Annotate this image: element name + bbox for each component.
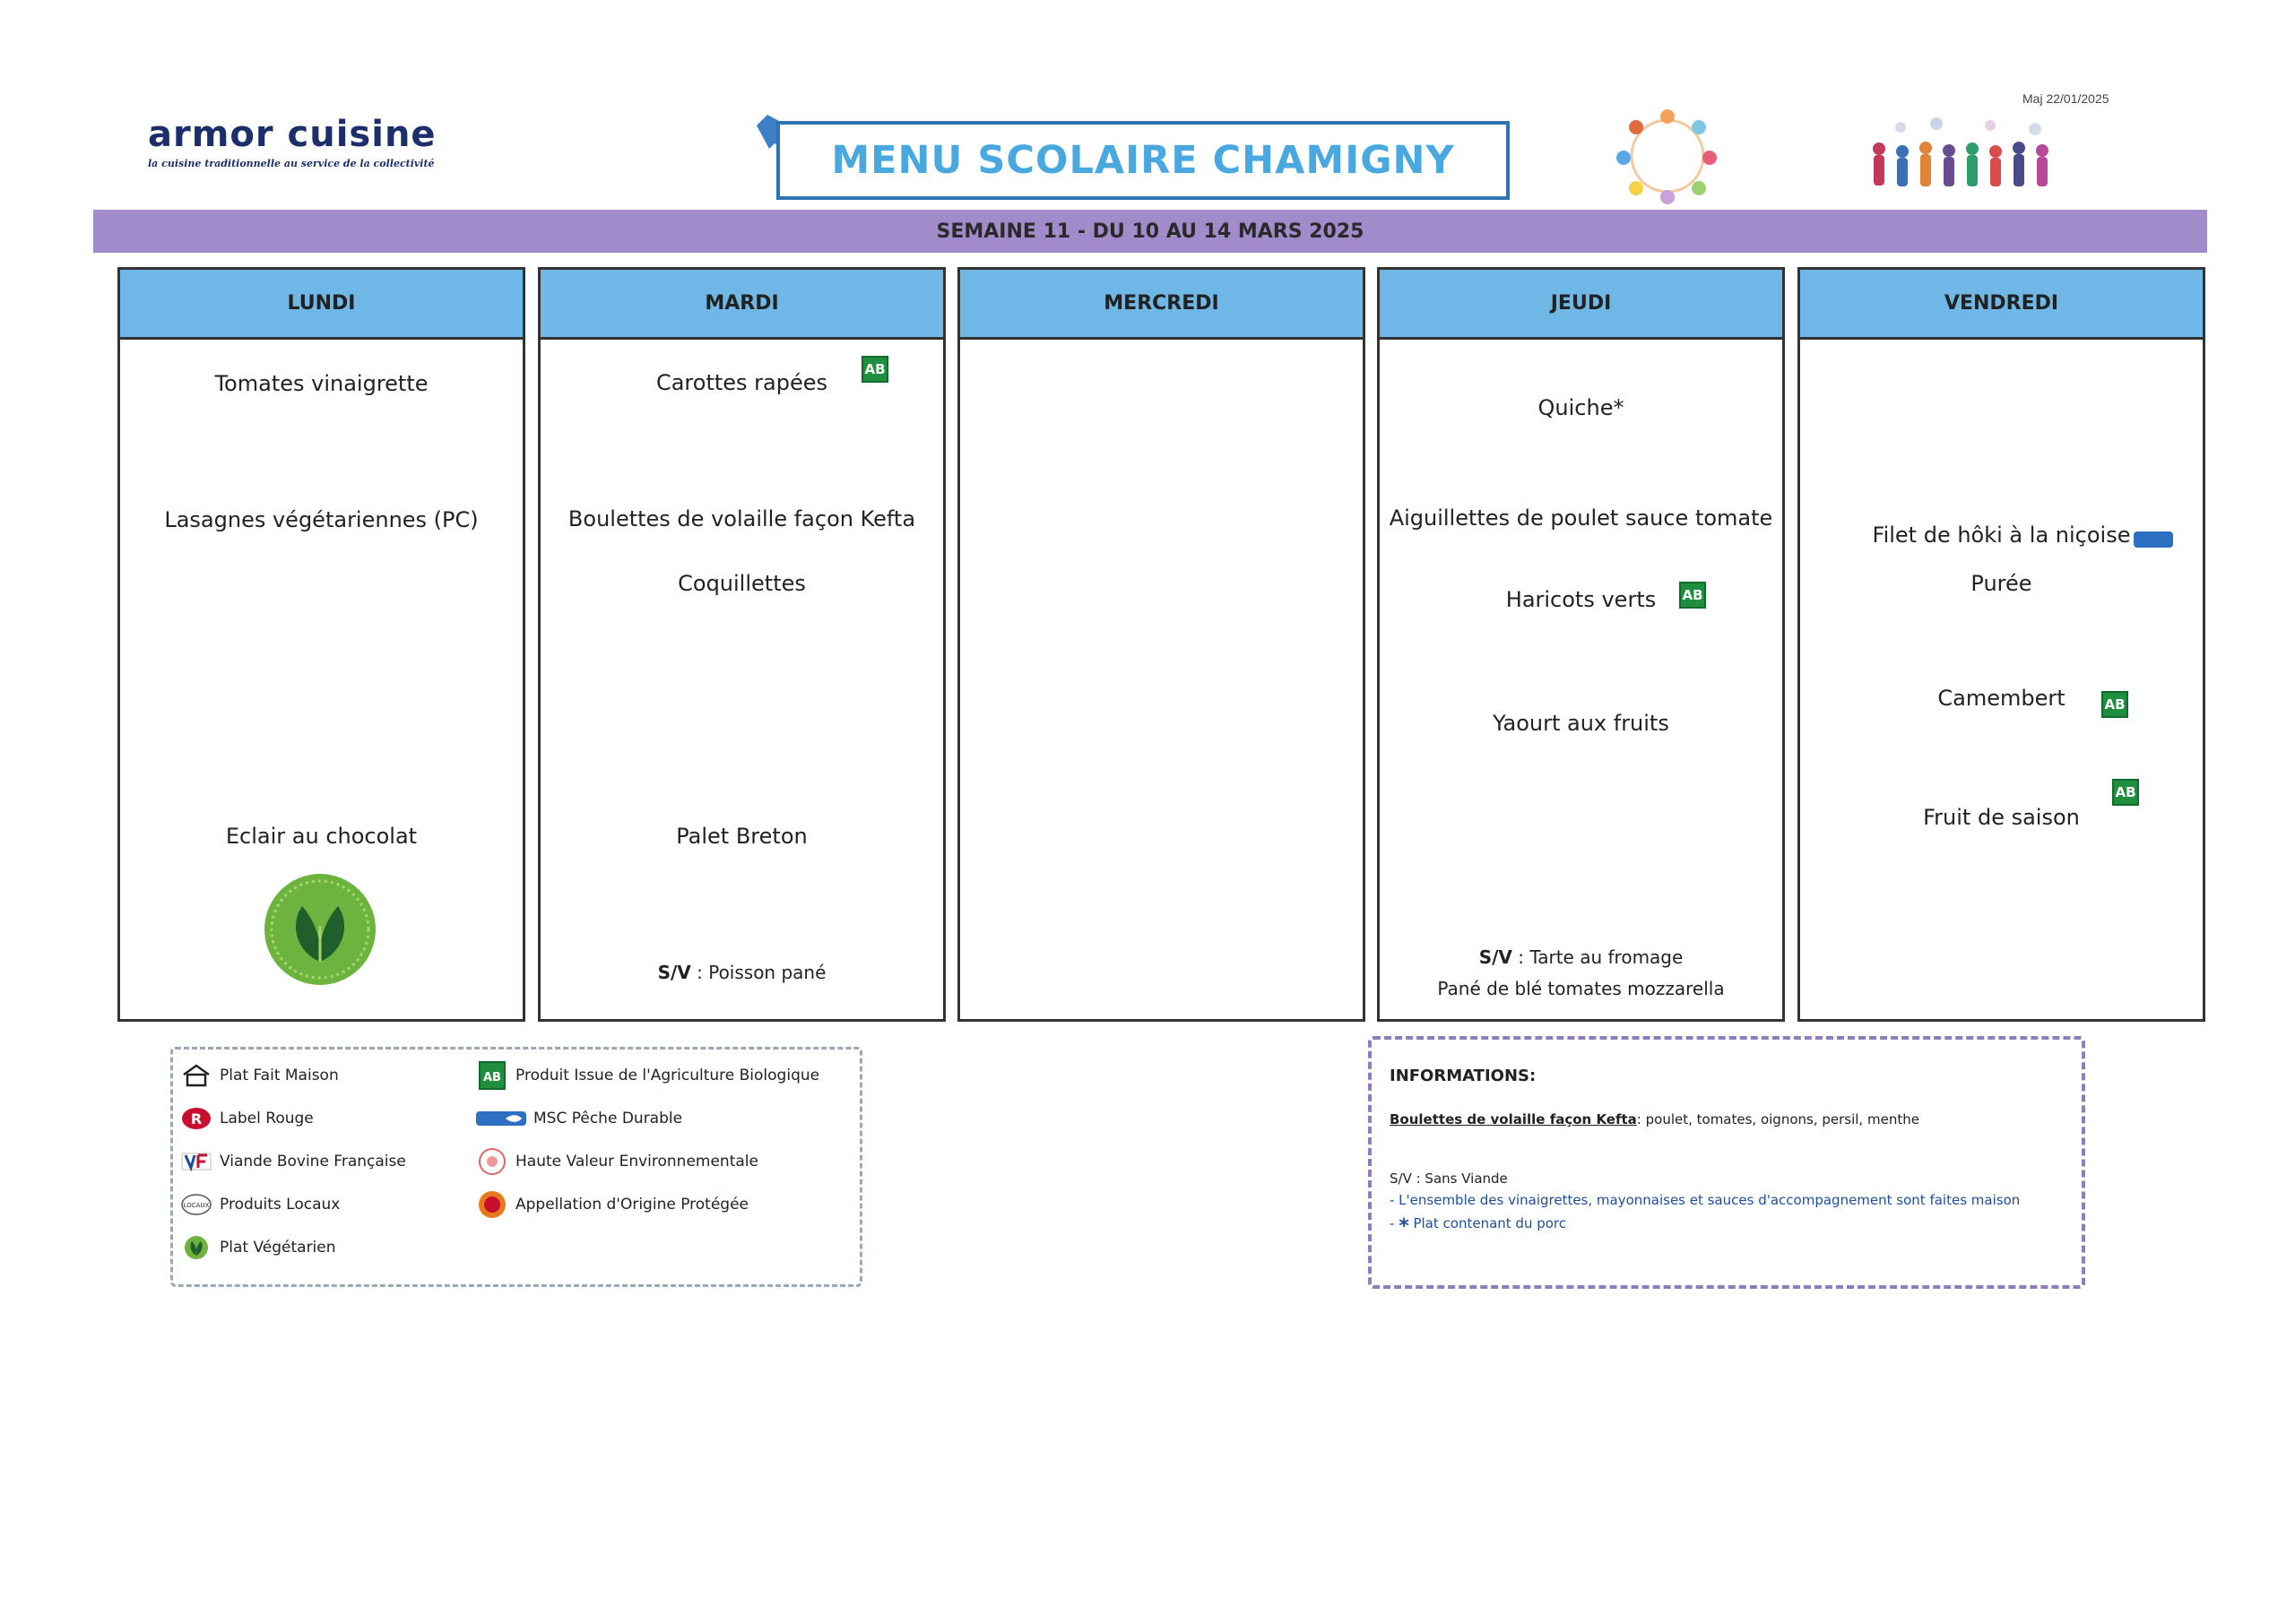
day-name: VENDREDI (1944, 292, 2059, 315)
dish-main: Aiguillettes de poulet sauce tomate (1389, 505, 1773, 531)
week-banner (93, 210, 2207, 253)
svg-text:LOCAUX: LOCAUX (183, 1202, 210, 1209)
svg-text:R: R (190, 1110, 203, 1127)
legend-item (474, 1103, 682, 1134)
dish-dessert: Palet Breton (676, 824, 808, 849)
info-sv-note: S/V : Sans Viande (1390, 1170, 1508, 1187)
dish-side: Haricots verts (1505, 587, 1657, 612)
info-kefta (1390, 1111, 1919, 1127)
dish-substitute (541, 962, 943, 983)
label-rouge-icon (178, 1103, 214, 1134)
day-name: MARDI (705, 292, 779, 315)
legend-label: Haute Valeur Environnementale (515, 1153, 758, 1170)
legend-item (178, 1060, 339, 1091)
dish-dessert: Fruit de saison (1923, 805, 2080, 830)
info-title: INFORMATIONS: (1390, 1067, 1537, 1085)
french-beef-icon (178, 1146, 214, 1177)
sv-label: S/V (657, 962, 691, 983)
day-header (1800, 270, 2203, 340)
legend-label: MSC Pêche Durable (533, 1110, 683, 1127)
info-note-pork (1390, 1215, 1566, 1238)
dish-substitute-2: Pané de blé tomates mozzarella (1437, 978, 1725, 999)
legend-item (474, 1060, 819, 1091)
kids-group-illustration (1865, 115, 2071, 197)
ab-organic-icon: AB (2112, 779, 2139, 806)
info-note-homemade: - L'ensemble des vinaigrettes, mayonnaises et sauces d'accompagnement sont faites maison (1390, 1192, 2021, 1208)
day-column-vendredi (1797, 267, 2205, 1022)
dish-main: Lasagnes végétariennes (PC) (164, 507, 479, 532)
brand-name: armor cuisine (148, 114, 437, 155)
day-name: MERCREDI (1104, 292, 1219, 315)
sv-label: S/V (1478, 946, 1512, 968)
legend-item (178, 1103, 314, 1134)
day-column-jeudi (1377, 267, 1785, 1022)
msc-fish-icon (474, 1103, 528, 1134)
ab-organic-icon: AB (1679, 582, 1706, 609)
day-header (120, 270, 523, 340)
legend-label: Produits Locaux (220, 1196, 341, 1214)
dish-main: Filet de hôki à la niçoise (1872, 523, 2131, 548)
dish-substitute (1380, 946, 1782, 968)
menu-title: MENU SCOLAIRE CHAMIGNY (831, 138, 1455, 183)
day-header (541, 270, 943, 340)
dish-cheese: Camembert (1937, 686, 2066, 711)
legend-label: Viande Bovine Française (220, 1153, 406, 1170)
dish-starter: Carottes rapées (655, 370, 828, 395)
week-label: SEMAINE 11 - DU 10 AU 14 MARS 2025 (936, 220, 1364, 243)
information-box (1368, 1036, 2085, 1289)
legend-label: Plat Fait Maison (220, 1067, 339, 1084)
day-column-mercredi (957, 267, 1365, 1022)
day-column-lundi (117, 267, 525, 1022)
dish-main: Boulettes de volaille façon Kefta (567, 506, 916, 531)
vegetarian-leaf-icon (178, 1232, 214, 1263)
legend-label: Label Rouge (220, 1110, 314, 1127)
dish-starter: Tomates vinaigrette (214, 371, 429, 396)
day-column-mardi (538, 267, 946, 1022)
day-name: LUNDI (287, 292, 356, 315)
brand-logo (148, 115, 480, 169)
ab-organic-icon (474, 1060, 510, 1091)
dish-side: Coquillettes (678, 571, 806, 596)
day-name: JEUDI (1550, 292, 1612, 315)
legend-box (170, 1047, 862, 1287)
legend-item (178, 1232, 336, 1263)
sv-text: : Poisson pané (690, 962, 827, 983)
dish-dessert: Eclair au chocolat (225, 824, 418, 849)
house-icon (178, 1060, 214, 1091)
svg-text:AB: AB (483, 1071, 501, 1084)
info-note-pork-text: Plat contenant du porc (1408, 1215, 1567, 1231)
legend-item (178, 1146, 406, 1177)
ab-organic-icon: AB (862, 356, 888, 383)
hve-icon (474, 1146, 510, 1177)
legend-label: Appellation d'Origine Protégée (515, 1196, 749, 1214)
info-kefta-label: Boulettes de volaille façon Kefta (1390, 1111, 1637, 1127)
dish-starter: Quiche* (1537, 395, 1624, 420)
day-header (1380, 270, 1782, 340)
ab-organic-icon: AB (2101, 691, 2128, 718)
info-kefta-text: : poulet, tomates, oignons, persil, menthe (1636, 1111, 1919, 1127)
msc-fish-icon (2134, 531, 2173, 548)
update-note: Maj 22/01/2025 (2022, 91, 2109, 106)
local-products-icon (178, 1189, 214, 1220)
day-header (960, 270, 1363, 340)
vegetarian-leaf-icon (253, 872, 387, 987)
legend-item (474, 1146, 758, 1177)
dish-side: Purée (1970, 571, 2032, 596)
legend-label: Produit Issue de l'Agriculture Biologique (515, 1067, 820, 1084)
dish-dessert: Yaourt aux fruits (1493, 711, 1669, 736)
legend-item (474, 1189, 749, 1220)
info-note-pork-prefix: - (1390, 1215, 1399, 1231)
info-note-pork-star: * (1399, 1215, 1409, 1238)
brand-tagline: la cuisine traditionnelle au service de la collectivité (148, 158, 435, 169)
kids-circle-illustration (1609, 106, 1726, 206)
legend-item (178, 1189, 340, 1220)
aop-icon (474, 1189, 510, 1220)
menu-title-box (776, 121, 1510, 200)
sv-text: : Tarte au fromage (1511, 946, 1684, 968)
legend-label: Plat Végétarien (220, 1239, 336, 1257)
